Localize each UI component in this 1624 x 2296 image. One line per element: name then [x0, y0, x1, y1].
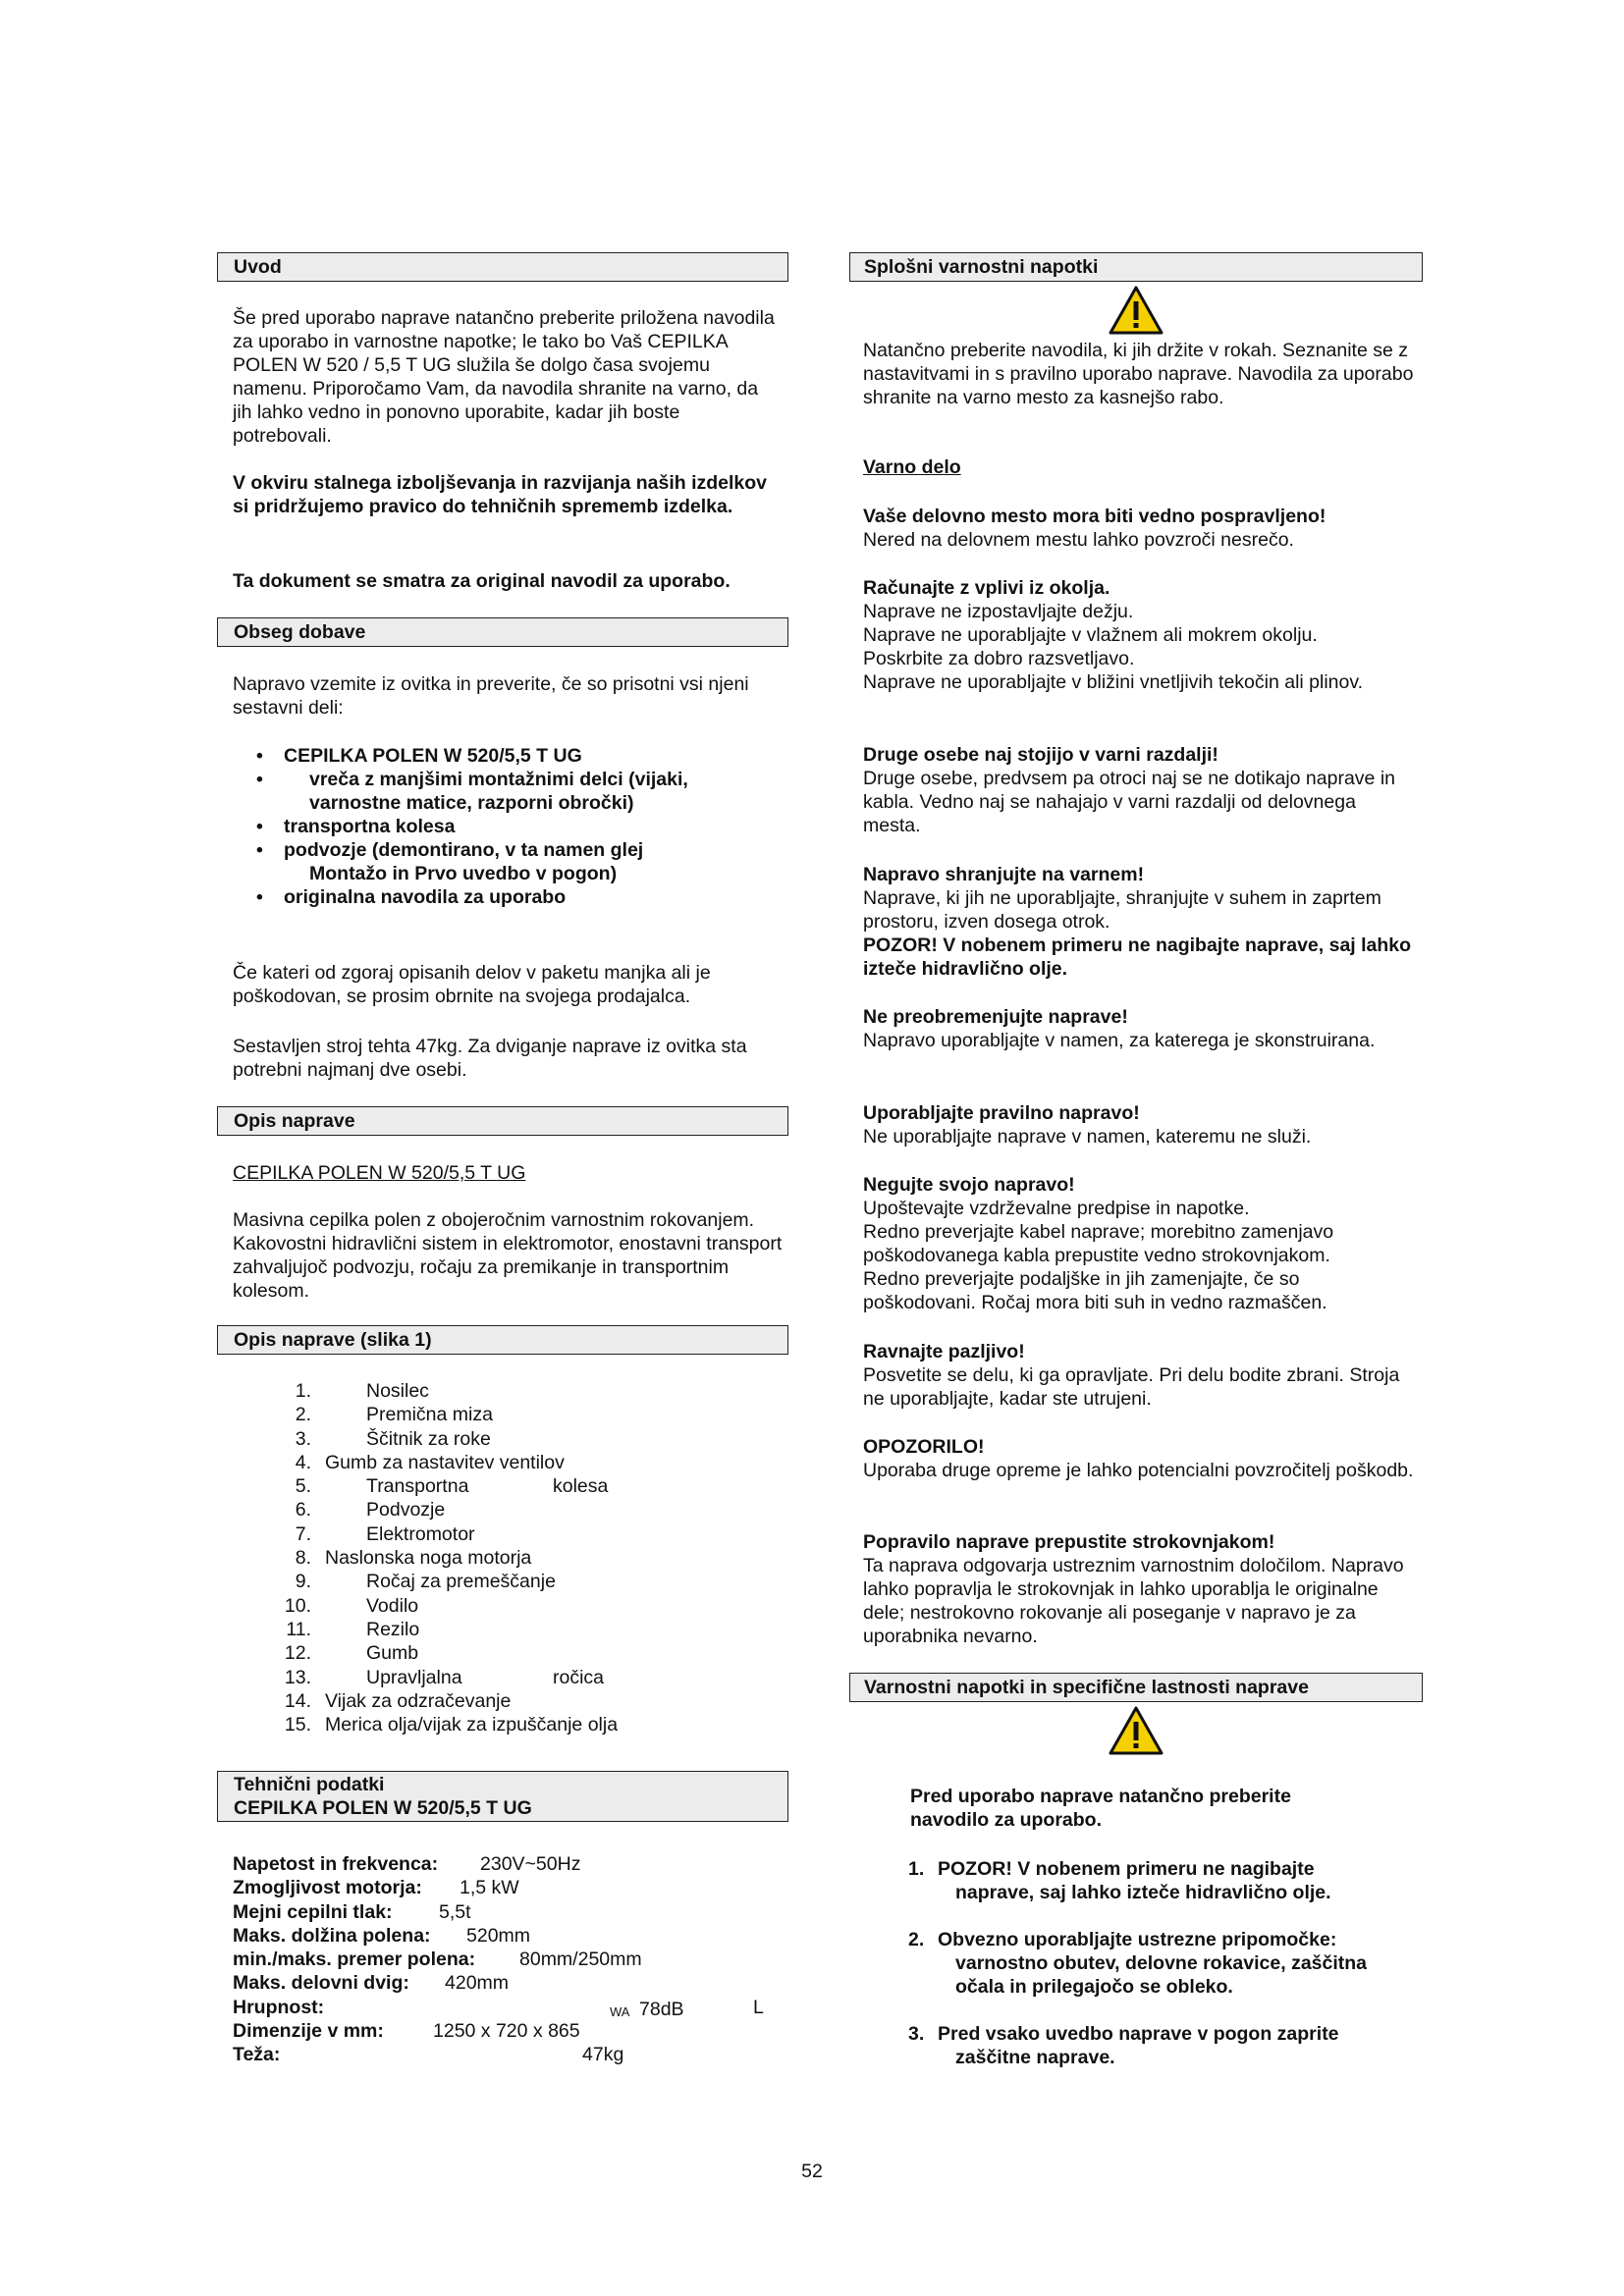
- safety-block-1: Vaše delovno mesto mora biti vedno pospravljeno! Nered na delovnem mestu lahko povzroči nesrečo.: [863, 506, 1326, 551]
- uvod-original: Ta dokument se smatra za original navodil za uporabo.: [233, 570, 731, 592]
- list-item: 1. POZOR! V nobenem primeru ne nagibajte naprave, saj lahko izteče hidravlično olje.: [908, 1858, 1331, 1903]
- list-item: 2. Obvezno uporabljajte ustrezne pripomočke: varnostno obutev, delovne rokavice, zaščitna očala in prilegajočo se obleko.: [908, 1929, 1368, 1998]
- splosni-intro: Natančno preberite navodila, ki jih držite v rokah. Seznanite se z nastavitvami in s pravilno uporabo naprave. Navodila za uporabo shranite na varno mesto za kasnejšo rabo.: [863, 340, 1414, 408]
- safety-block-3: Druge osebe naj stojijo v varni razdalji! Druge osebe, predvsem pa otroci naj se ne dotikajo naprave in kabla. Vedno naj se nahajajo v varni razdalji od delovnega mesta.: [863, 744, 1395, 836]
- delivery-list: [250, 744, 761, 909]
- section-header-opis: Opis naprave: [217, 1106, 788, 1136]
- list-item: 9. Ročaj za premeščanje: [295, 1571, 556, 1593]
- safety-block-5: Ne preobremenjujte naprave! Napravo uporabljajte v namen, za katerega je skonstruirana.: [863, 1006, 1376, 1051]
- safety-block-8: Ravnajte pazljivo! Posvetite se delu, ki ga opravljate. Pri delu bodite zbrani. Stroja ne uporabljajte, kadar ste utrujeni.: [863, 1341, 1400, 1410]
- spec-row: Mejni cepilni tlak: 5,5t: [233, 1900, 471, 1923]
- list-item: 15. Merica olja/vijak za izpuščanje olja: [284, 1714, 619, 1736]
- section-header-slika: Opis naprave (slika 1): [217, 1325, 788, 1355]
- section-header-tehnicni: Tehnični podatki CEPILKA POLEN W 520/5,5 T UG: [217, 1771, 788, 1822]
- spec-row: Teža: 47kg: [233, 2044, 624, 2066]
- spec-row: Hrupnost: WA 78dB L: [233, 1996, 764, 2020]
- safety-block-4: Napravo shranjujte na varnem! Naprave, ki jih ne uporabljajte, shranjujte v suhem in zaprtem prostoru, izven dosega otrok. POZOR! V nobenem primeru ne nagibajte naprave, saj lahko izteče hidravlično olje.: [863, 864, 1412, 980]
- list-item: 6. Podvozje: [295, 1499, 446, 1522]
- warning-triangle-icon: [1108, 285, 1164, 336]
- obseg-intro: Napravo vzemite iz ovitka in preverite, če so prisotni vsi njeni sestavni deli:: [233, 673, 749, 719]
- list-item: 3. Ščitnik za roke: [295, 1427, 491, 1450]
- list-item: 10. Vodilo: [284, 1594, 419, 1617]
- opis-description: Masivna cepilka polen z obojeročnim varnostnim rokovanjem. Kakovostni hidravlični sistem in elektromotor, enostavni transport zahvaljujoč podvozju, ročaju za premikanje in transportnim kolesom.: [233, 1209, 783, 1302]
- spec-row: Maks. delovni dvig: 420mm: [233, 1972, 510, 1995]
- spec-row: Napetost in frekvenca: 230V~50Hz: [233, 1853, 581, 1875]
- spec-row: Zmogljivost motorja: 1,5 kW: [233, 1877, 519, 1899]
- list-item: 3. Pred vsako uvedbo naprave v pogon zaprite zaščitne naprave.: [908, 2023, 1339, 2068]
- section-header-uvod: Uvod: [217, 252, 788, 282]
- spec-row: min./maks. premer polena: 80mm/250mm: [233, 1949, 642, 1971]
- list-item: 5. Transportna kolesa: [295, 1475, 609, 1498]
- specificne-intro: Pred uporabo naprave natančno preberite navodilo za uporabo.: [910, 1786, 1291, 1831]
- opis-model: CEPILKA POLEN W 520/5,5 T UG: [233, 1162, 526, 1184]
- spec-row: Maks. dolžina polena: 520mm: [233, 1924, 531, 1947]
- list-item: 7. Elektromotor: [295, 1522, 475, 1545]
- list-item: 8. Naslonska noga motorja: [295, 1547, 532, 1570]
- list-item: • podvozje (demontirano, v ta namen glej: [256, 839, 644, 861]
- list-item: 4. Gumb za nastavitev ventilov: [295, 1451, 565, 1473]
- section-header-specificne: Varnostni napotki in specifične lastnosti naprave: [849, 1673, 1423, 1702]
- list-item: 12. Gumb: [284, 1642, 419, 1665]
- safety-block-2: Računajte z vplivi iz okolja. Naprave ne izpostavljajte dežju. Naprave ne uporabljajte v vlažnem ali mokrem okolju. Poskrbite za dobro razsvetljavo. Naprave ne uporabljajte v bližini vnetljivih tekočin ali plinov.: [863, 577, 1364, 693]
- obseg-missing: Če kateri od zgoraj opisanih delov v paketu manjka ali je poškodovan, se prosim obrnite na svojega prodajalca.: [233, 962, 711, 1007]
- section-header-splosni: Splošni varnostni napotki: [849, 252, 1423, 282]
- specific-safety-list: [908, 1857, 1419, 2069]
- section-header-obseg: Obseg dobave: [217, 617, 788, 647]
- spec-row: Dimenzije v mm: 1250 x 720 x 865: [233, 2020, 580, 2043]
- varno-delo-heading: Varno delo: [863, 456, 961, 478]
- safety-block-10: Popravilo naprave prepustite strokovnjakom! Ta naprava odgovarja ustreznim varnostnim določilom. Napravo lahko popravlja le strokovnjak in lahko uporablja le originalne dele; nestrokovno rokovanje ali poseganje v napravo je za uporabnika nevarno.: [863, 1531, 1404, 1647]
- list-item-continued: Montažo in Prvo uvedbo v pogon): [309, 863, 618, 884]
- list-item: • CEPILKA POLEN W 520/5,5 T UG: [256, 745, 582, 767]
- safety-block-9: OPOZORILO! Uporaba druge opreme je lahko potencialni povzročitelj poškodb.: [863, 1436, 1414, 1481]
- list-item: 2. Premična miza: [295, 1404, 493, 1426]
- warning-triangle-icon: [1108, 1705, 1164, 1756]
- tech-specs: [233, 1852, 783, 2067]
- page-number: 52: [801, 2161, 823, 2182]
- uvod-improvement: V okviru stalnega izboljševanja in razvijanja naših izdelkov si pridržujemo pravico do tehničnih sprememb izdelka.: [233, 472, 768, 517]
- obseg-weight: Sestavljen stroj tehta 47kg. Za dviganje naprave iz ovitka sta potrebni najmanj dve osebi.: [233, 1036, 747, 1081]
- parts-list: [276, 1379, 728, 1736]
- list-item: 11. Rezilo: [286, 1618, 420, 1640]
- safety-block-6: Uporabljajte pravilno napravo! Ne uporabljajte naprave v namen, kateremu ne služi.: [863, 1102, 1312, 1148]
- safety-block-7: Negujte svojo napravo! Upoštevajte vzdrževalne predpise in napotke. Redno preverjajte kabel naprave; morebitno zamenjavo poškodovanega kabla prepustite vedno strokovnjakom. Redno preverjajte podaljške in jih zamenjajte, če so poškodovani. Ročaj mora biti suh in vedno razmaščen.: [863, 1174, 1334, 1313]
- uvod-intro: Še pred uporabo naprave natančno preberite priložena navodila za uporabo in varnostne napotke; le tako bo Vaš CEPILKA POLEN W 520 / 5,5 T UG služila še dolgo časa svojemu namenu. Priporočamo Vam, da navodila shranite na varno, da jih lahko vedno in ponovno uporabite, kadar jih boste potrebovali.: [233, 307, 775, 447]
- list-item: 13. Upravljalna ročica: [284, 1666, 605, 1688]
- list-item: 1. Nosilec: [295, 1380, 429, 1402]
- list-item: • originalna navodila za uporabo: [256, 886, 567, 908]
- list-item: • transportna kolesa: [256, 816, 456, 837]
- list-item: • vreča z manjšimi montažnimi delci (vijaki, varnostne matice, razporni obročki): [256, 769, 688, 814]
- list-item: 14. Vijak za odzračevanje: [284, 1689, 512, 1712]
